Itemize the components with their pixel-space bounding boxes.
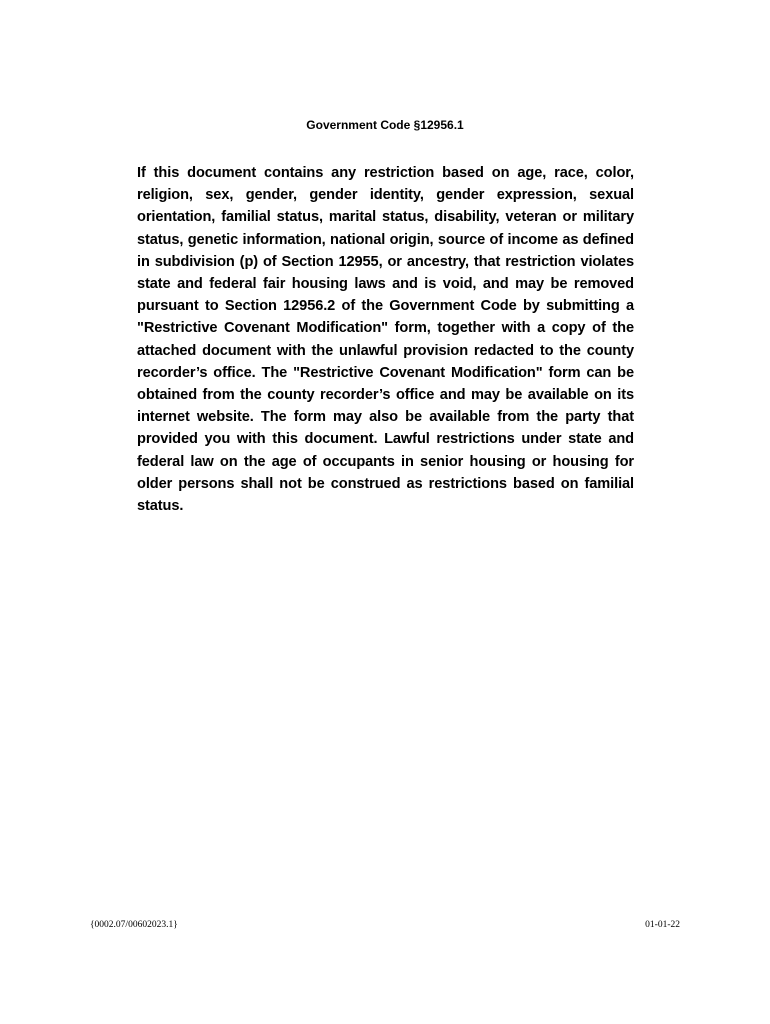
- document-body-paragraph: If this document contains any restriction based on age, race, color, religion, sex, gender, gender identity, gender expression, sexual orientation, familial status, marital status, disability, veteran or military status, genetic information, national origin, source of income as defined in subdivision (p) of Section 12955, or ancestry, that restriction violates state and federal fair housing laws and is void, and may be removed pursuant to Section 12956.2 of the Government Code by submitting a "Restrictive Covenant Modification" form, together with a copy of the attached document with the unlawful provision redacted to the county recorder’s office. The "Restrictive Covenant Modification" form can be obtained from the county recorder’s office and may be available on its internet website. The form may also be available from the party that provided you with this document. Lawful restrictions under state and federal law on the age of occupants in senior housing or housing for older persons shall not be construed as restrictions based on familial status.: [137, 165, 634, 515]
- document-heading: Government Code §12956.1: [306, 118, 464, 132]
- footer-date: 01-01-22: [645, 920, 680, 930]
- footer-document-id: {0002.07/00602023.1}: [90, 920, 178, 930]
